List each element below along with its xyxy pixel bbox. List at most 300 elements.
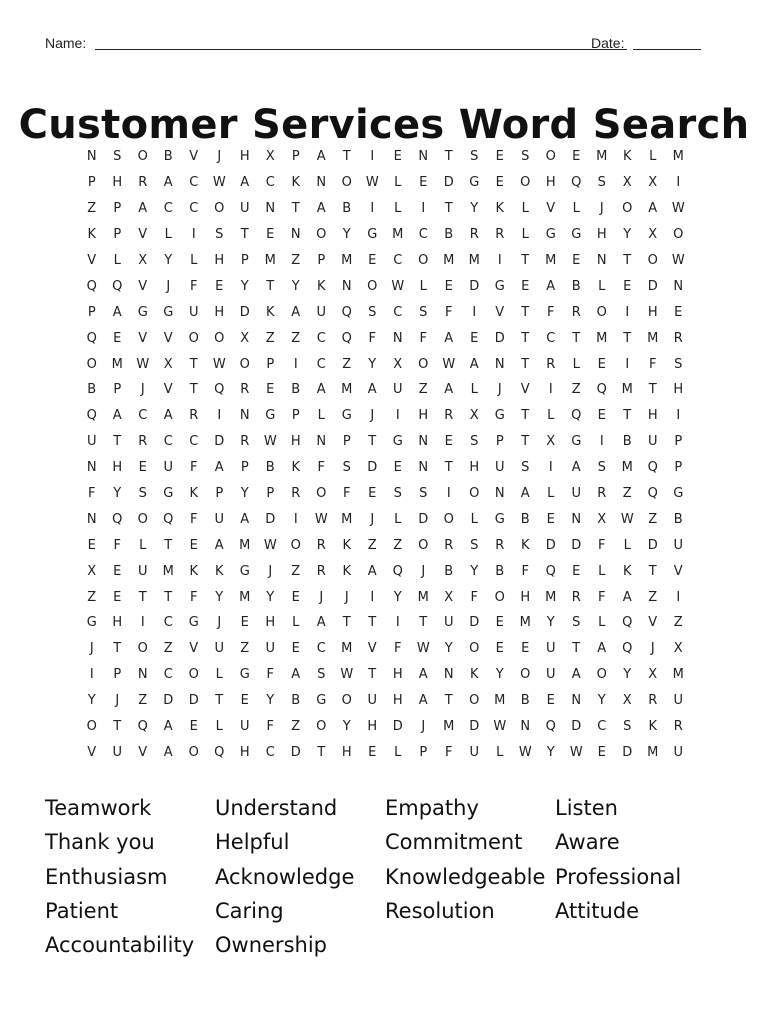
- grid-letter: U: [469, 744, 479, 760]
- grid-letter: Z: [367, 537, 377, 553]
- grid-letter: Q: [86, 408, 97, 424]
- grid-letter: O: [188, 667, 199, 683]
- grid-letter: Z: [393, 537, 403, 553]
- grid-letter: V: [495, 304, 505, 320]
- grid-letter: E: [597, 744, 606, 760]
- grid-letter: J: [217, 149, 222, 165]
- grid-letter: E: [368, 486, 377, 502]
- grid-letter: O: [469, 486, 480, 502]
- grid-letter: Q: [214, 744, 225, 760]
- grid-letter: H: [367, 719, 378, 735]
- grid-letter: W: [518, 744, 532, 760]
- grid-letter: I: [395, 615, 400, 631]
- grid-letter: N: [239, 408, 250, 424]
- grid-letter: X: [163, 356, 173, 372]
- grid-letter: O: [673, 227, 684, 243]
- grid-letter: A: [163, 744, 173, 760]
- grid-letter: U: [265, 641, 275, 657]
- grid-letter: A: [469, 356, 479, 372]
- grid-letter: W: [340, 667, 354, 683]
- grid-letter: M: [341, 382, 353, 398]
- grid-letter: E: [240, 693, 249, 709]
- grid-letter: Q: [86, 278, 97, 294]
- grid-letter: H: [265, 615, 276, 631]
- grid-letter: N: [86, 149, 97, 165]
- grid-letter: M: [519, 615, 531, 631]
- grid-letter: A: [316, 201, 326, 217]
- grid-letter: Q: [596, 382, 607, 398]
- grid-letter: Z: [87, 201, 97, 217]
- grid-letter: L: [394, 744, 402, 760]
- grid-letter: W: [671, 201, 685, 217]
- grid-letter: A: [597, 641, 607, 657]
- grid-letter: X: [444, 589, 454, 605]
- grid-letter: Y: [470, 201, 479, 217]
- grid-letter: G: [316, 693, 327, 709]
- grid-letter: R: [673, 330, 683, 346]
- grid-letter: H: [214, 253, 225, 268]
- grid-letter: V: [87, 744, 97, 760]
- grid-letter: M: [596, 149, 608, 165]
- grid-letter: A: [367, 563, 377, 579]
- grid-letter: P: [495, 434, 504, 450]
- grid-letter: M: [545, 589, 557, 605]
- grid-letter: L: [394, 511, 402, 527]
- grid-letter: G: [494, 408, 505, 424]
- grid-letter: Y: [623, 227, 632, 243]
- grid-letter: V: [138, 227, 148, 243]
- date-field-line: [633, 49, 701, 50]
- grid-letter: F: [343, 486, 351, 502]
- grid-letter: L: [113, 253, 121, 268]
- grid-letter: O: [188, 330, 199, 346]
- grid-letter: Y: [342, 719, 351, 735]
- grid-letter: B: [520, 511, 530, 527]
- grid-letter: T: [266, 278, 275, 294]
- grid-letter: M: [111, 356, 123, 372]
- word-list-item: Empathy: [385, 796, 479, 820]
- grid-letter: Y: [470, 563, 479, 579]
- grid-letter: T: [113, 719, 122, 735]
- grid-letter: P: [674, 434, 683, 450]
- grid-letter: N: [290, 227, 301, 243]
- grid-letter: I: [599, 434, 604, 450]
- grid-letter: A: [316, 149, 326, 165]
- grid-letter: Z: [571, 382, 581, 398]
- grid-letter: H: [392, 693, 403, 709]
- grid-letter: T: [215, 693, 224, 709]
- word-list-item: Understand: [215, 796, 338, 820]
- grid-letter: X: [673, 641, 683, 657]
- word-list-item: Ownership: [215, 933, 327, 958]
- grid-letter: O: [596, 667, 607, 683]
- grid-letter: R: [316, 537, 326, 553]
- grid-letter: N: [341, 278, 352, 294]
- grid-letter: H: [341, 744, 352, 760]
- grid-letter: E: [597, 356, 606, 372]
- grid-letter: W: [442, 356, 456, 372]
- grid-letter: O: [341, 693, 352, 709]
- grid-letter: V: [87, 253, 97, 268]
- grid-letter: K: [291, 175, 301, 191]
- grid-letter: A: [444, 330, 454, 346]
- grid-letter: I: [217, 408, 222, 424]
- grid-letter: F: [266, 667, 274, 683]
- grid-letter: S: [419, 304, 428, 320]
- grid-letter: D: [418, 511, 429, 527]
- grid-letter: G: [239, 667, 250, 683]
- grid-letter: A: [418, 693, 428, 709]
- grid-letter: U: [545, 667, 556, 683]
- grid-letter: J: [370, 511, 375, 527]
- grid-letter: Y: [393, 589, 402, 605]
- grid-letter: B: [444, 563, 454, 579]
- grid-letter: Y: [113, 486, 122, 502]
- word-list-item: Helpful: [215, 830, 290, 855]
- grid-letter: T: [521, 434, 530, 450]
- grid-letter: G: [494, 511, 505, 527]
- grid-letter: E: [495, 615, 504, 631]
- name-date-header: [45, 33, 702, 53]
- grid-letter: E: [546, 511, 555, 527]
- grid-letter: E: [240, 615, 249, 631]
- grid-letter: E: [521, 641, 530, 657]
- grid-letter: M: [672, 667, 684, 683]
- grid-letter: W: [493, 719, 507, 735]
- grid-letter: A: [418, 667, 428, 683]
- grid-letter: G: [392, 434, 403, 450]
- grid-letter: J: [421, 719, 426, 735]
- grid-letter: T: [444, 201, 453, 217]
- grid-letter: T: [189, 382, 198, 398]
- grid-letter: X: [87, 563, 97, 579]
- grid-letter: I: [191, 227, 196, 243]
- grid-letter: A: [163, 408, 173, 424]
- grid-letter: O: [239, 356, 250, 372]
- grid-letter: R: [291, 486, 301, 502]
- grid-letter: N: [418, 434, 429, 450]
- grid-letter: K: [189, 486, 199, 502]
- grid-letter: S: [215, 227, 224, 243]
- grid-letter: D: [265, 511, 276, 527]
- grid-letter: G: [673, 486, 684, 502]
- grid-letter: P: [113, 667, 122, 683]
- grid-letter: A: [316, 382, 326, 398]
- grid-letter: N: [494, 356, 505, 372]
- grid-letter: N: [596, 253, 607, 268]
- grid-letter: E: [546, 693, 555, 709]
- grid-letter: O: [418, 253, 429, 268]
- grid-letter: U: [494, 460, 505, 476]
- grid-letter: U: [545, 641, 556, 657]
- grid-letter: P: [240, 460, 249, 476]
- grid-letter: O: [86, 719, 97, 735]
- grid-letter: X: [138, 253, 148, 268]
- grid-letter: L: [419, 278, 427, 294]
- page-title: Customer Services Word Search: [18, 101, 750, 148]
- grid-letter: U: [112, 744, 122, 760]
- grid-letter: Z: [648, 589, 658, 605]
- grid-letter: J: [268, 563, 273, 579]
- grid-letter: M: [545, 253, 557, 268]
- grid-letter: C: [393, 253, 403, 268]
- grid-letter: Q: [571, 408, 582, 424]
- grid-letter: J: [650, 641, 655, 657]
- word-list-item: Aware: [555, 830, 620, 855]
- grid-letter: H: [214, 304, 225, 320]
- grid-letter: M: [341, 253, 353, 268]
- grid-letter: M: [468, 253, 480, 268]
- grid-letter: T: [317, 744, 326, 760]
- grid-letter: H: [418, 408, 429, 424]
- grid-letter: D: [469, 719, 480, 735]
- grid-letter: C: [189, 201, 199, 217]
- grid-letter: X: [622, 175, 632, 191]
- grid-letter: Q: [571, 175, 582, 191]
- grid-letter: Z: [87, 589, 97, 605]
- grid-letter: E: [113, 563, 122, 579]
- grid-letter: T: [623, 253, 632, 268]
- grid-letter: P: [87, 304, 96, 320]
- grid-letter: X: [265, 149, 275, 165]
- grid-letter: E: [674, 304, 683, 320]
- word-list-item: Listen: [555, 796, 618, 820]
- grid-letter: D: [469, 615, 480, 631]
- grid-letter: B: [265, 460, 275, 476]
- grid-letter: R: [495, 227, 505, 243]
- grid-letter: L: [598, 615, 606, 631]
- grid-letter: J: [421, 563, 426, 579]
- grid-letter: B: [87, 382, 97, 398]
- grid-letter: R: [495, 537, 505, 553]
- grid-letter: O: [137, 511, 148, 527]
- grid-letter: U: [163, 460, 173, 476]
- grid-letter: O: [418, 356, 429, 372]
- grid-letter: E: [368, 744, 377, 760]
- grid-letter: T: [113, 434, 122, 450]
- grid-letter: H: [596, 227, 607, 243]
- grid-letter: U: [673, 537, 683, 553]
- grid-letter: T: [521, 253, 530, 268]
- grid-letter: W: [365, 175, 379, 191]
- grid-letter: M: [647, 744, 659, 760]
- grid-letter: O: [545, 149, 556, 165]
- grid-letter: C: [138, 408, 148, 424]
- grid-letter: T: [623, 408, 632, 424]
- grid-letter: Z: [291, 563, 301, 579]
- grid-letter: I: [370, 589, 375, 605]
- grid-letter: T: [368, 434, 377, 450]
- grid-letter: I: [140, 615, 145, 631]
- name-label: Name:: [45, 35, 87, 51]
- grid-letter: O: [137, 149, 148, 165]
- grid-letter: B: [495, 563, 505, 579]
- grid-letter: T: [368, 667, 377, 683]
- grid-letter: O: [520, 175, 531, 191]
- grid-letter: V: [520, 382, 530, 398]
- grid-letter: O: [469, 693, 480, 709]
- grid-letter: V: [163, 330, 173, 346]
- grid-letter: V: [189, 149, 199, 165]
- grid-letter: A: [240, 175, 250, 191]
- grid-letter: R: [571, 304, 581, 320]
- grid-letter: W: [416, 641, 430, 657]
- grid-letter: I: [472, 304, 477, 320]
- grid-letter: J: [497, 382, 502, 398]
- grid-letter: I: [625, 304, 630, 320]
- grid-letter: Q: [647, 460, 658, 476]
- grid-letter: V: [138, 278, 148, 294]
- grid-letter: P: [291, 149, 300, 165]
- grid-letter: R: [240, 382, 250, 398]
- grid-letter: G: [265, 408, 276, 424]
- grid-letter: C: [265, 175, 275, 191]
- grid-letter: E: [419, 175, 428, 191]
- word-list-item: Acknowledge: [215, 864, 355, 889]
- grid-letter: U: [214, 641, 224, 657]
- grid-letter: B: [622, 434, 632, 450]
- grid-letter: C: [393, 304, 403, 320]
- grid-letter: J: [89, 641, 94, 657]
- grid-letter: Y: [444, 641, 453, 657]
- grid-letter: A: [112, 408, 122, 424]
- word-list-item: Caring: [215, 898, 284, 923]
- grid-letter: U: [673, 693, 683, 709]
- grid-letter: T: [572, 641, 581, 657]
- grid-letter: S: [393, 486, 402, 502]
- grid-letter: H: [392, 667, 403, 683]
- grid-letter: Q: [214, 382, 225, 398]
- grid-letter: I: [421, 201, 426, 217]
- grid-letter: V: [138, 744, 148, 760]
- grid-letter: C: [418, 227, 428, 243]
- grid-letter: U: [214, 511, 224, 527]
- grid-letter: T: [189, 356, 198, 372]
- grid-letter: N: [316, 175, 327, 191]
- grid-letter: F: [598, 589, 606, 605]
- grid-letter: L: [215, 667, 223, 683]
- grid-letter: E: [572, 563, 581, 579]
- grid-letter: K: [495, 201, 505, 217]
- grid-letter: F: [190, 511, 198, 527]
- grid-letter: R: [469, 227, 479, 243]
- grid-letter: U: [673, 744, 683, 760]
- grid-letter: Q: [622, 641, 633, 657]
- grid-letter: D: [571, 537, 582, 553]
- grid-letter: D: [163, 693, 174, 709]
- grid-letter: R: [546, 356, 556, 372]
- grid-letter: W: [212, 356, 226, 372]
- grid-letter: S: [597, 175, 606, 191]
- grid-letter: J: [166, 278, 171, 294]
- grid-letter: F: [598, 537, 606, 553]
- grid-letter: Q: [392, 563, 403, 579]
- grid-letter: D: [214, 434, 225, 450]
- grid-letter: P: [113, 201, 122, 217]
- grid-letter: E: [597, 408, 606, 424]
- grid-letter: D: [545, 537, 556, 553]
- grid-letter: F: [547, 304, 555, 320]
- grid-letter: C: [546, 330, 556, 346]
- grid-letter: U: [647, 434, 658, 450]
- grid-letter: E: [368, 253, 377, 268]
- grid-letter: X: [648, 227, 658, 243]
- grid-letter: M: [621, 460, 633, 476]
- grid-letter: L: [139, 537, 147, 553]
- grid-letter: K: [291, 460, 301, 476]
- grid-letter: K: [342, 537, 352, 553]
- grid-letter: E: [521, 278, 530, 294]
- grid-letter: D: [622, 744, 633, 760]
- grid-letter: D: [443, 175, 454, 191]
- grid-letter: A: [112, 304, 122, 320]
- grid-letter: I: [89, 667, 94, 683]
- grid-letter: Y: [240, 486, 249, 502]
- grid-letter: J: [115, 693, 120, 709]
- grid-letter: M: [239, 537, 251, 553]
- grid-letter: X: [469, 408, 479, 424]
- word-list-item: Teamwork: [45, 796, 152, 820]
- grid-letter: E: [266, 382, 275, 398]
- grid-letter: F: [190, 278, 198, 294]
- word-search-grid: [79, 144, 691, 765]
- grid-letter: I: [548, 382, 553, 398]
- grid-letter: O: [596, 304, 607, 320]
- grid-letter: K: [87, 227, 97, 243]
- grid-letter: F: [113, 537, 121, 553]
- grid-letter: U: [392, 382, 403, 398]
- grid-letter: A: [138, 201, 148, 217]
- grid-letter: S: [674, 356, 683, 372]
- grid-letter: R: [138, 434, 148, 450]
- grid-letter: I: [293, 356, 298, 372]
- grid-letter: O: [316, 719, 327, 735]
- grid-letter: B: [163, 149, 173, 165]
- grid-letter: B: [444, 227, 454, 243]
- grid-letter: K: [265, 304, 275, 320]
- grid-letter: T: [648, 563, 657, 579]
- grid-letter: L: [496, 744, 504, 760]
- grid-letter: T: [444, 693, 453, 709]
- grid-letter: E: [572, 253, 581, 268]
- grid-letter: T: [444, 460, 453, 476]
- grid-letter: T: [419, 615, 428, 631]
- grid-letter: G: [367, 227, 378, 243]
- grid-letter: A: [291, 667, 301, 683]
- grid-letter: A: [520, 486, 530, 502]
- grid-letter: Z: [291, 330, 301, 346]
- grid-letter: C: [163, 615, 173, 631]
- grid-letter: S: [342, 460, 351, 476]
- grid-letter: W: [620, 511, 634, 527]
- grid-letter: A: [214, 537, 224, 553]
- grid-letter: O: [520, 667, 531, 683]
- grid-letter: C: [189, 175, 199, 191]
- grid-letter: D: [367, 460, 378, 476]
- grid-letter: Q: [545, 719, 556, 735]
- grid-letter: Z: [342, 356, 352, 372]
- grid-letter: R: [138, 175, 148, 191]
- grid-letter: Z: [622, 486, 632, 502]
- grid-letter: T: [342, 149, 351, 165]
- grid-letter: E: [87, 537, 96, 553]
- grid-letter: P: [674, 460, 683, 476]
- grid-letter: I: [446, 486, 451, 502]
- grid-letter: P: [113, 227, 122, 243]
- grid-letter: E: [266, 227, 275, 243]
- word-list-item: Enthusiasm: [45, 864, 168, 889]
- grid-letter: A: [648, 201, 658, 217]
